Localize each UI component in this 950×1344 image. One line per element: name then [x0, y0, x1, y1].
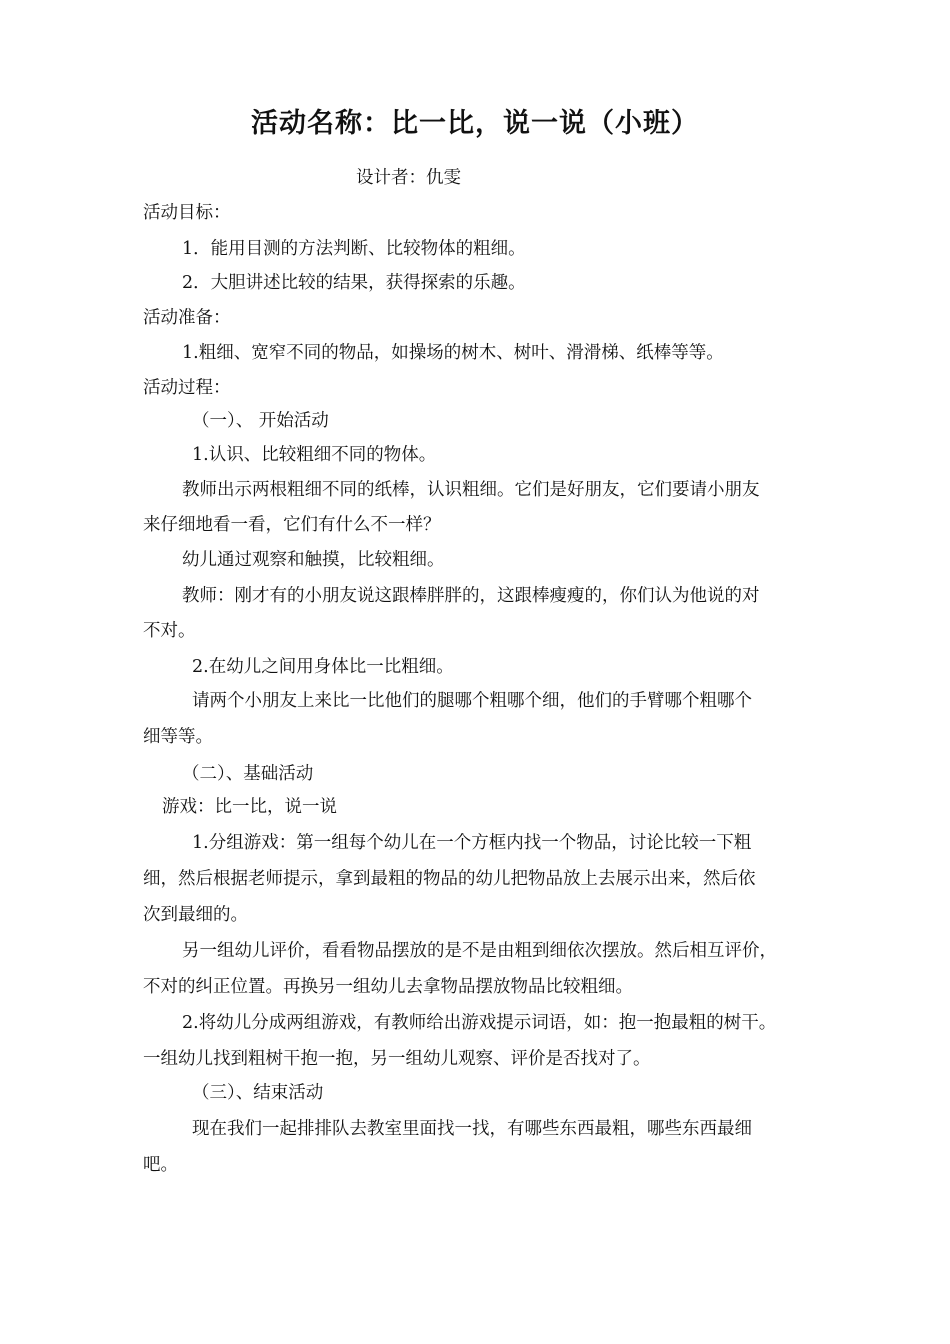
section-3-paragraph-1: 现在我们一起排排队去教室里面找一找，有哪些东西最粗，哪些东西最细	[192, 1119, 752, 1139]
game-title: 游戏：比一比，说一说	[162, 797, 337, 817]
section-1-paragraph-3-cont: 不对。	[143, 621, 196, 641]
section-2-item-1-cont-1: 细，然后根据老师提示，拿到最粗的物品的幼儿把物品放上去展示出来，然后依	[143, 869, 756, 889]
section-1-item-1: 1.认识、比较粗细不同的物体。	[192, 445, 437, 465]
process-heading: 活动过程：	[143, 378, 231, 398]
section-1-paragraph-1: 教师出示两根粗细不同的纸棒，认识粗细。它们是好朋友，它们要请小朋友	[182, 480, 760, 500]
page-title: 活动名称：比一比，说一说（小班）	[251, 108, 699, 139]
section-2-paragraph-1-cont: 不对的纠正位置。再换另一组幼儿去拿物品摆放物品比较粗细。	[143, 977, 633, 997]
goal-item-1: 1．能用目测的方法判断、比较物体的粗细。	[182, 239, 526, 259]
section-3-title: （三）、结束活动	[192, 1083, 324, 1103]
section-1-paragraph-4: 请两个小朋友上来比一比他们的腿哪个粗哪个细，他们的手臂哪个粗哪个	[192, 691, 752, 711]
section-2-paragraph-1: 另一组幼儿评价，看看物品摆放的是不是由粗到细依次摆放。然后相互评价，	[182, 941, 777, 961]
section-1-paragraph-4-cont: 细等等。	[143, 727, 213, 747]
section-3-paragraph-1-cont: 吧。	[143, 1155, 178, 1175]
section-1-title: （一）、 开始活动	[192, 411, 329, 431]
section-2-item-1: 1.分组游戏：第一组每个幼儿在一个方框内找一个物品，讨论比较一下粗	[192, 833, 752, 853]
section-1-paragraph-2: 幼儿通过观察和触摸，比较粗细。	[182, 550, 445, 570]
section-1-item-2: 2.在幼儿之间用身体比一比粗细。	[192, 657, 454, 677]
section-1-paragraph-3: 教师：刚才有的小朋友说这跟棒胖胖的，这跟棒瘦瘦的，你们认为他说的对	[182, 586, 760, 606]
section-1-paragraph-1-cont: 来仔细地看一看，它们有什么不一样？	[143, 515, 441, 535]
section-2-title: （二）、基础活动	[182, 764, 314, 784]
goal-item-2: 2．大胆讲述比较的结果，获得探索的乐趣。	[182, 273, 526, 293]
prep-item-1: 1.粗细、宽窄不同的物品，如操场的树木、树叶、滑滑梯、纸棒等等。	[182, 343, 724, 363]
author-line: 设计者：仇雯	[356, 168, 461, 188]
section-2-item-2-cont: 一组幼儿找到粗树干抱一抱，另一组幼儿观察、评价是否找对了。	[143, 1049, 651, 1069]
section-2-item-1-cont-2: 次到最细的。	[143, 905, 248, 925]
goals-heading: 活动目标：	[143, 203, 231, 223]
prep-heading: 活动准备：	[143, 308, 231, 328]
section-2-item-2: 2.将幼儿分成两组游戏，有教师给出游戏提示词语，如：抱一抱最粗的树干。	[182, 1013, 777, 1033]
